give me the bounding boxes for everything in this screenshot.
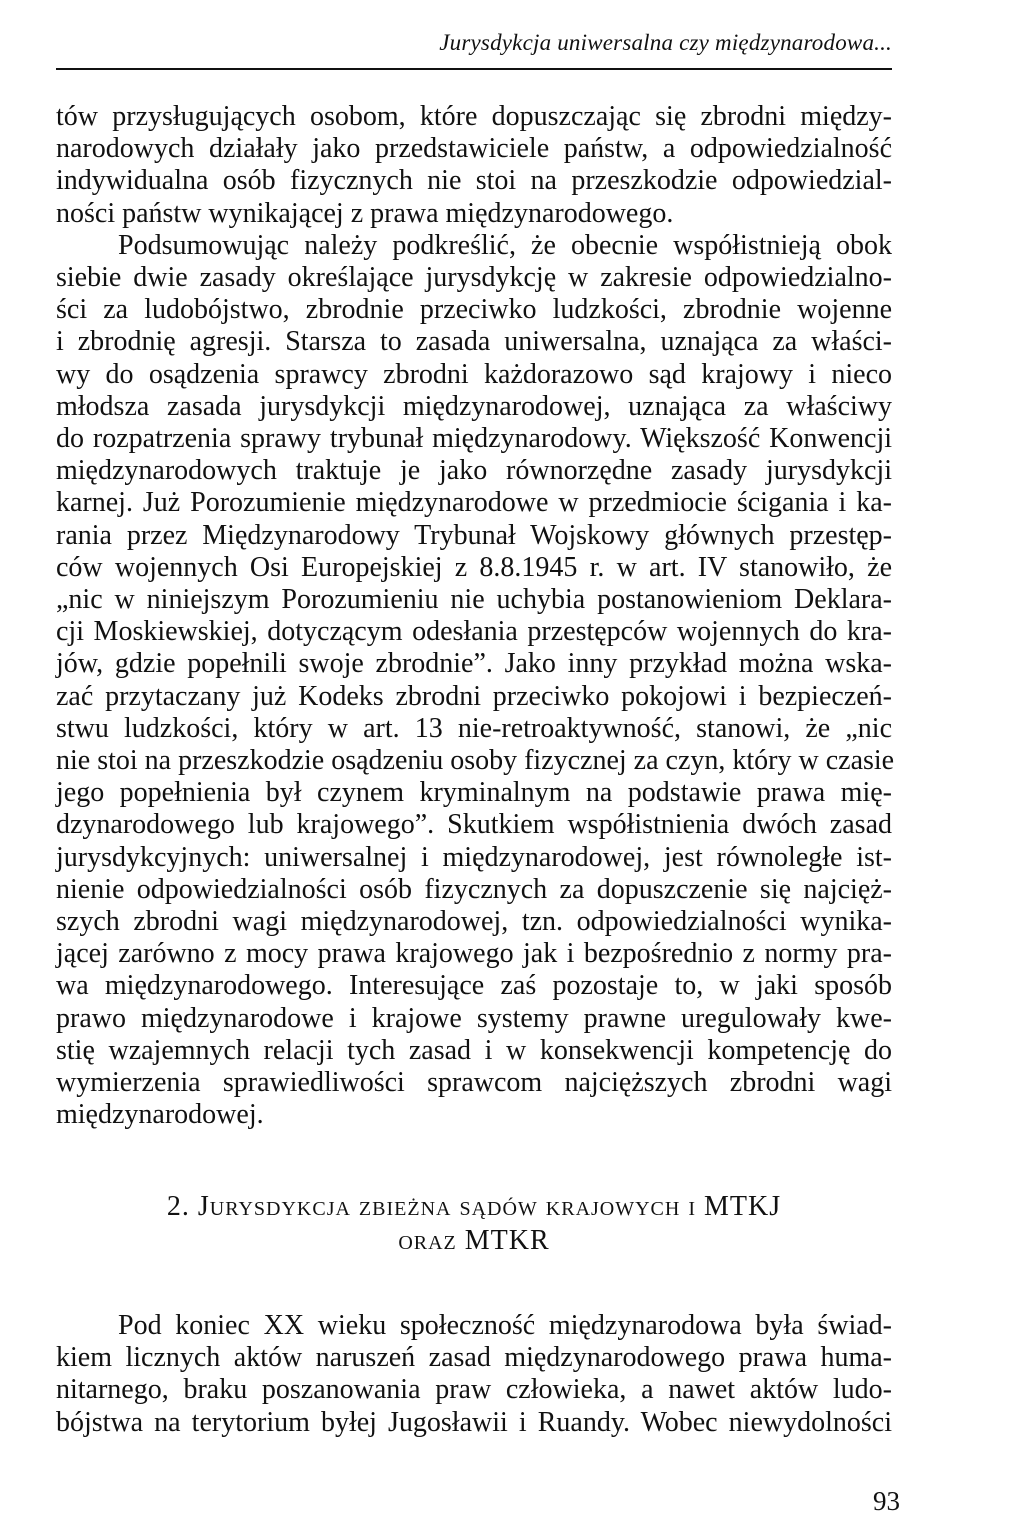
text-line: jów, gdzie popełnili swoje zbrodnie”. Jako inny przykład można wska- (56, 648, 892, 680)
text-line: nienie odpowiedzialności osób fizycznych za dopuszczenie się najcięż- (56, 873, 892, 905)
text-line: nie stoi na przeszkodzie osądzeniu osoby fizycznej za czyn, który w czasie (56, 745, 895, 776)
text-line: wa międzynarodowego. Interesujące zaś pozostaje to, w jaki sposób (56, 970, 892, 1002)
text-line: wy do osądzenia sprawcy zbrodni każdorazowo sąd krajowy i nieco (56, 358, 892, 390)
text-line: Podsumowując należy podkreślić, że obecnie współistnieją obok (118, 229, 892, 261)
text-line: ności państw wynikającej z prawa międzynarodowego. (56, 197, 674, 229)
text-line: bójstwa na terytorium byłej Jugosławii i Ruandy. Wobec niewydolności (56, 1406, 892, 1438)
text-line: jego popełnienia był czynem kryminalnym na podstawie prawa mię- (56, 777, 892, 809)
text-line: stwu ludzkości, który w art. 13 nie-retroaktywność, stanowi, że „nic (56, 712, 892, 744)
text-line: ców wojennych Osi Europejskiej z 8.8.1945 r. w art. IV stanowiło, że (56, 551, 892, 583)
running-header: Jurysdykcja uniwersalna czy międzynarodowa... (439, 30, 892, 55)
text-line: młodsza zasada jurysdykcji międzynarodowej, uznająca za właściwy (56, 390, 892, 422)
text-line: międzynarodowej. (56, 1099, 264, 1131)
section-heading-line-1: 2. Jurysdykcja zbieżna sądów krajowych i MTKJ (166, 1191, 782, 1222)
text-line: międzynarodowych traktuje je jako równorzędne zasady jurysdykcji (56, 455, 892, 487)
text-line: do rozpatrzenia sprawy trybunał międzynarodowy. Większość Konwencji (56, 423, 892, 454)
text-line: narodowych działały jako przedstawiciele państw, a odpowiedzialność (56, 133, 892, 165)
page-number: 93 (873, 1486, 900, 1516)
text-line: zać przytaczany już Kodeks zbrodni przeciwko pokojowi i bezpieczeń- (56, 680, 892, 712)
text-line: wymierzenia sprawiedliwości sprawcom najcięższych zbrodni wagi (56, 1067, 892, 1098)
header-rule (56, 68, 892, 70)
text-line: Pod koniec XX wieku społeczność międzynarodowa była świad- (118, 1310, 892, 1341)
text-line: dzynarodowego lub krajowego”. Skutkiem współistnienia dwóch zasad (56, 809, 892, 841)
text-line: stię wzajemnych relacji tych zasad i w konsekwencji kompetencję do (56, 1034, 892, 1066)
text-line: cji Moskiewskiej, dotyczącym odesłania przestępców wojennych do kra- (56, 616, 892, 648)
text-line: i zbrodnię agresji. Starsza to zasada uniwersalna, uznająca za właści- (56, 326, 892, 358)
text-line: prawo międzynarodowe i krajowe systemy prawne uregulowały kwe- (56, 1002, 892, 1034)
text-line: karnej. Już Porozumienie międzynarodowe w przedmiocie ścigania i ka- (56, 487, 892, 519)
text-line: kiem licznych aktów naruszeń zasad międzynarodowego prawa huma- (56, 1342, 892, 1374)
text-line: nitarnego, braku poszanowania praw człowieka, a nawet aktów ludo- (56, 1374, 892, 1406)
text-line: jącej zarówno z mocy prawa krajowego jak i bezpośrednio z normy pra- (56, 938, 892, 970)
text-line: szych zbrodni wagi międzynarodowej, tzn. odpowiedzialności wynika- (56, 906, 892, 937)
text-line: tów przysługujących osobom, które dopuszczając się zbrodni między- (56, 101, 892, 132)
text-line: jurysdykcyjnych: uniwersalnej i międzynarodowej, jest równoległe ist- (56, 841, 892, 873)
text-line: rania przez Międzynarodowy Trybunał Wojskowy głównych przestęp- (56, 519, 892, 551)
section-heading-line-2: oraz MTKR (398, 1225, 550, 1256)
text-line: siebie dwie zasady określające jurysdykcję w zakresie odpowiedzialno- (56, 262, 892, 293)
text-line: ści za ludobójstwo, zbrodnie przeciwko ludzkości, zbrodnie wojenne (56, 294, 892, 326)
text-line: „nic w niniejszym Porozumieniu nie uchybia postanowieniom Deklara- (56, 584, 892, 615)
text-line: indywidualna osób fizycznych nie stoi na przeszkodzie odpowiedzial- (56, 165, 892, 197)
